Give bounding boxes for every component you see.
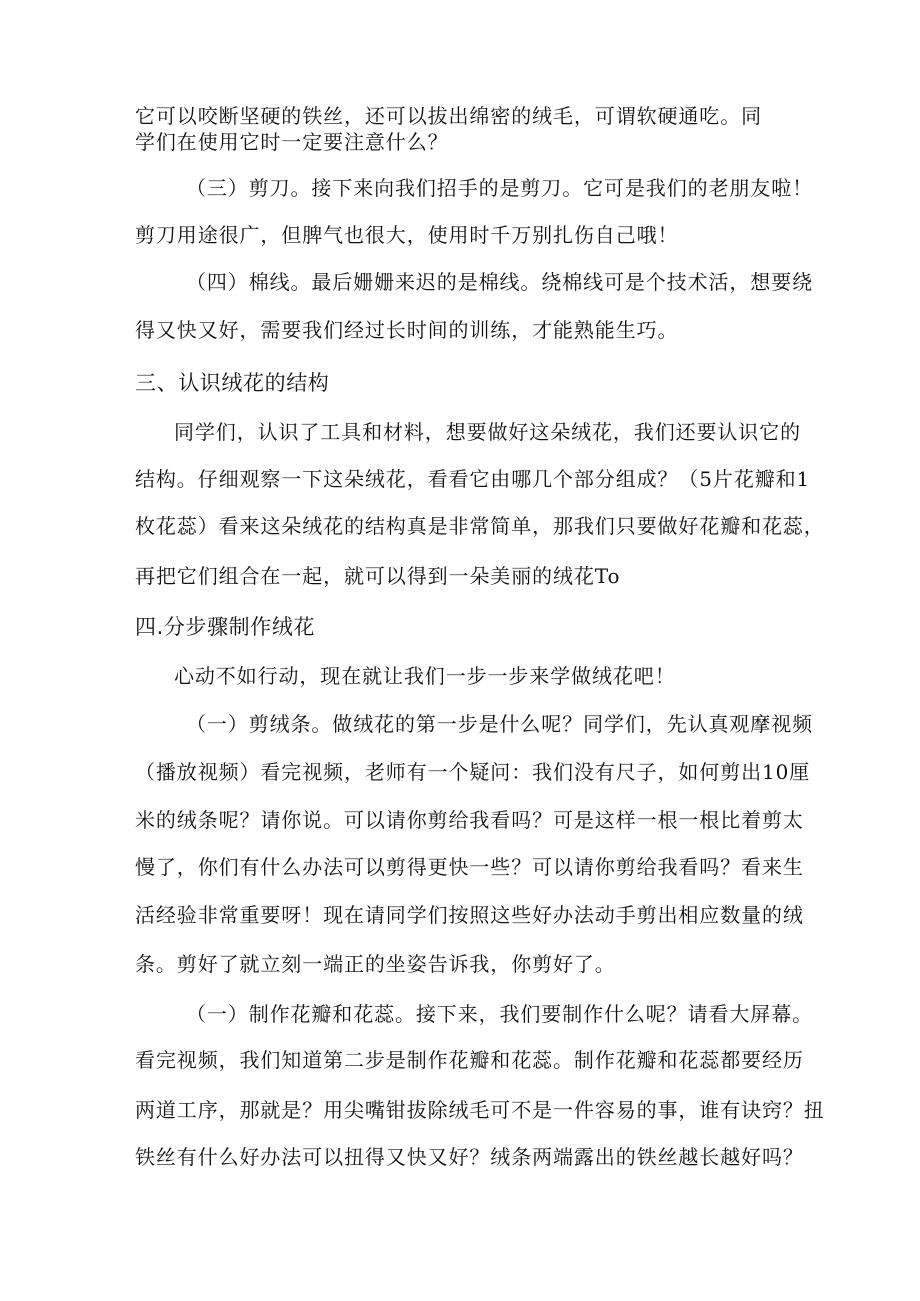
paragraph-line: 结构。仔细观察一下这朵绒花，看看它由哪几个部分组成？（5片花瓣和1 [135,467,811,491]
paragraph-line: 慢了，你们有什么办法可以剪得更快一些？可以请你剪给我看吗？看来生 [135,855,804,879]
paragraph-line: 同学们，认识了工具和材料，想要做好这朵绒花，我们还要认识它的 [174,420,801,444]
paragraph-line: 看完视频，我们知道第二步是制作花瓣和花蕊。制作花瓣和花蕊都要经历 [135,1048,804,1072]
paragraph-line: 学们在使用它时一定要注意什么？ [135,130,449,154]
paragraph-line: 米的绒条呢？请你说。可以请你剪给我看吗？可是这样一根一根比着剪太 [135,808,804,832]
paragraph-line: 它可以咬断坚硬的铁丝，还可以拔出绵密的绒毛，可谓软硬通吃。同 [135,104,762,128]
paragraph-line: 再把它们组合在一起，就可以得到一朵美丽的绒花To [135,564,621,588]
paragraph-line: （播放视频）看完视频，老师有一个疑问：我们没有尺子，如何剪出10厘 [135,760,811,784]
paragraph-line: （四）棉线。最后姗姗来迟的是棉线。绕棉线可是个技术活，想要绕 [186,270,813,294]
paragraph-line: （三）剪刀。接下来向我们招手的是剪刀。它可是我们的老朋友啦！ [186,176,813,200]
paragraph-line: 铁丝有什么好办法可以扭得又快又好？绒条两端露出的铁丝越长越好吗？ [135,1145,804,1169]
paragraph-line: 得又快又好，需要我们经过长时间的训练，才能熟能生巧。 [135,318,679,342]
paragraph-line: 心动不如行动，现在就让我们一步一步来学做绒花吧！ [174,664,676,688]
paragraph-line: 枚花蕊）看来这朵绒花的结构真是非常简单，那我们只要做好花瓣和花蕊， [135,514,825,538]
paragraph-line: 剪刀用途很广，但脾气也很大，使用时千万别扎伤自己哦！ [135,223,679,247]
paragraph-line: （一）剪绒条。做绒花的第一步是什么呢？同学们，先认真观摩视频 [186,712,813,736]
section-heading: 三、认识绒花的结构 [135,371,330,395]
paragraph-line: 条。剪好了就立刻一端正的坐姿告诉我，你剪好了。 [135,952,616,976]
paragraph-line: （一）制作花瓣和花蕊。接下来，我们要制作什么呢？请看大屏幕。 [186,1002,813,1026]
paragraph-line: 两道工序，那就是？用尖嘴钳拔除绒毛可不是一件容易的事，谁有诀窍？扭 [135,1098,825,1122]
paragraph-line: 活经验非常重要呀！现在请同学们按照这些好办法动手剪出相应数量的绒 [135,903,804,927]
section-heading: 四.分步骤制作绒花 [135,615,316,639]
